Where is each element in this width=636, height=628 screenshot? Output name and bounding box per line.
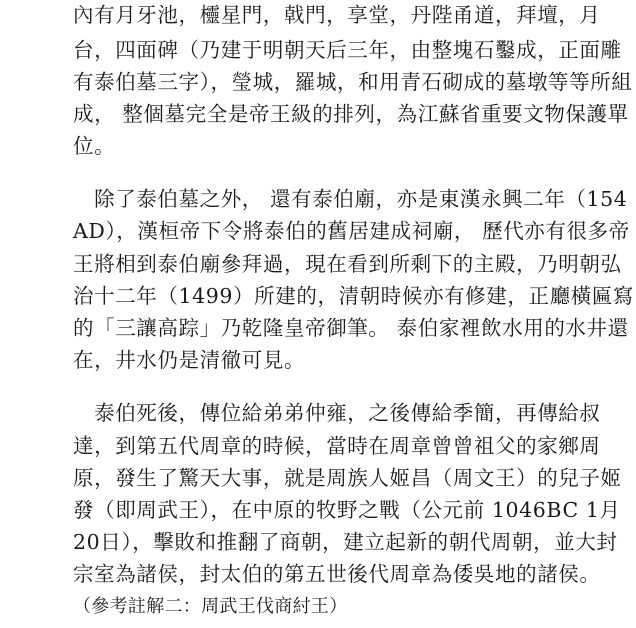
text-line: 原，發生了驚天大事，就是周族人姬昌（周文王）的兒子姬 xyxy=(73,466,622,490)
text-line: 成， 整個墓完全是帝王級的排列，為江蘇省重要文物保護單 xyxy=(73,102,629,126)
text-line: 治十二年（1499）所建的，清朝時候亦有修建，正廳橫匾寫 xyxy=(73,284,634,308)
text-line: 內有月牙池，欞星門，戟門，享堂，丹陛甬道，拜壇，月 xyxy=(73,3,601,27)
text-line: 台，四面碑（乃建于明朝天后三年，由整塊石鑿成，正面雕 xyxy=(73,38,622,62)
text-line: 發（即周武王），在中原的牧野之戰（公元前 1046BC 1月 xyxy=(73,498,621,522)
text-line: 20日），擊敗和推翻了商朝，建立起新的朝代周朝，並大封 xyxy=(73,530,618,554)
reference-note: （參考註解二：周武王伐商紂王） xyxy=(73,596,348,617)
text-line: 在，井水仍是清徹可見。 xyxy=(73,348,306,372)
text-line: 有泰伯墓三字），瑩城，羅城，和用青石砌成的墓墩等等所組 xyxy=(73,70,633,94)
text-line: AD），漢桓帝下令將泰伯的舊居建成祠廟， 歷代亦有很多帝 xyxy=(73,219,630,243)
text-line: 王將相到泰伯廟參拜過，現在看到所剩下的主殿，乃明朝弘 xyxy=(73,252,622,276)
text-line: 宗室為諸侯，封太伯的第五世後代周章為倭吳地的諸侯。 xyxy=(73,562,601,586)
text-line: 位。 xyxy=(73,134,116,158)
text-line: 的「三讓高踪」乃乾隆皇帝御筆。 泰伯家裡飲水用的水井還 xyxy=(73,316,629,340)
text-line: 泰伯死後，傳位給弟弟仲雍，之後傳給季簡，再傳給叔 xyxy=(73,401,601,425)
text-line: 除了泰伯墓之外， 還有泰伯廟，亦是東漢永興二年（154 xyxy=(73,187,628,211)
text-line: 達，到第五代周章的時候，當時在周章曾曾祖父的家鄉周 xyxy=(73,434,601,458)
